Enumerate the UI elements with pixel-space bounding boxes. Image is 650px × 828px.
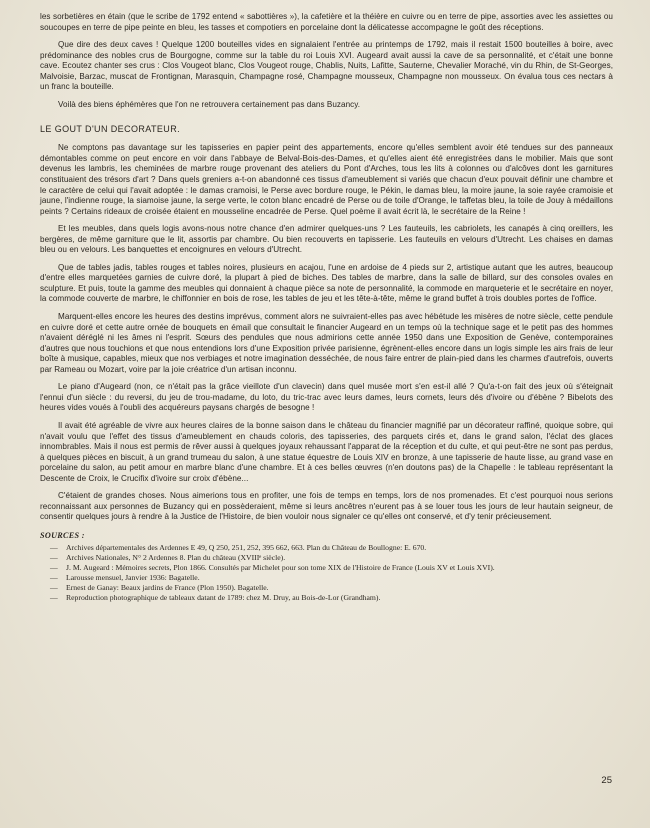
source-text: Larousse mensuel, Janvier 1936: Bagatelle. [66,572,200,582]
sources-title: SOURCES : [40,530,85,540]
paragraph-meubles: Et les meubles, dans quels logis avons-nous notre chance d'en admirer quelques-uns ? Les fauteuils, les cabriolets, les canapés à cinq oreillers, les bergères, de même garniture que le lit, assortis par chambre. Ou bien recouverts en tapisserie. Les fauteuils en velours d'Utrecht. Les chaises en damas bleu ou en velours. Les banquettes et encoignures en velours d'Utrecht. [40,224,613,255]
source-dash: — [50,542,58,552]
source-item [40,543,613,553]
source-text: Ernest de Ganay: Beaux jardins de France (Plon 1950). Bagatelle. [66,582,269,592]
paragraph-tapisseries: Ne comptons pas davantage sur les tapisseries en papier peint des appartements, encore qu'elles semblent avoir été tendues sur des panneaux démontables comme on peut encore en voir dans l'abbaye de Belval-Bois-des-Dames, et qu'elles aient été enregistrées dans le mobilier. Mais que sont devenus les lambris, les cheminées de marbre rouge provenant des ateliers du Pont d'Arches, tous les lits à colonnes ou d'alcôves dont les garnitures constituaient des trésors d'art ? Dans quels greniers a-t-on abandonné ces tissus d'ameublement si variés que chacun d'eux pouvait définir une chambre et le caractère de celui qui l'avait adoptée : le damas cramoisi, le Perse avec bordure rouge, le Pékin, le damas bleu, la moire jaune, la soie rayée cramoisie et jaune, l'indienne rouge, la siamoise jaune, la serge verte, le coton blanc encadré de Perse ou de toile d'Orange, le taffetas bleu, la toile de Jouy à médaillons peints ? Certains rideaux de croisée étaient en mousseline encadrée de Perse. Quel poème il avait écrit là, le secrétaire de la Reine ! [40,143,613,216]
paragraph-sorbetieres: les sorbetières en étain (que le scribe de 1792 entend « sabottières »), la cafetière et la théière en cuivre ou en terre de pipe, assorties avec les assiettes ou soucoupes en terre de pipe peinte en bleu, les tasses et compotiers en porcelaine dont la délicatesse accompagne le goût des réceptions. [40,12,613,32]
sources-list [40,543,613,603]
source-dash: — [50,552,58,562]
source-dash: — [50,562,58,572]
source-item [40,583,613,593]
source-dash: — [50,572,58,582]
source-item [40,553,613,563]
source-dash: — [50,582,58,592]
paragraph-piano: Le piano d'Augeard (non, ce n'était pas la grâce vieillote d'un clavecin) dans quel musée mort s'en est-il allé ? Qu'a-t-on fait des jeux où s'éteignait l'ennui d'un siècle : du reversi, du jeu de trou-madame, du loto, du tric-trac avec leurs dames, leurs cornets, leurs dés d'ivoire ou d'ébène ? Bibelots des heures vides voués à l'oubli des acquéreurs paysans chargés de besogne ! [40,382,613,413]
source-text: Archives départementales des Ardennes E 49, Q 250, 251, 252, 395 662, 663. Plan du Château de Boullogne: E. 670. [66,542,427,552]
paragraph-biens-ephemeres: Voilà des biens éphémères que l'on ne retrouvera certainement pas dans Buzancy. [58,99,361,109]
source-text: Reproduction photographique de tableaux datant de 1789: chez M. Druy, au Bois-de-Lor (Grandham). [66,592,381,602]
source-item [40,573,613,583]
source-text: Archives Nationales, N° 2 Ardennes 8. Plan du château (XVIIIᵉ siècle). [66,552,286,562]
section-heading: LE GOUT D'UN DECORATEUR. [40,124,180,135]
paragraph-grandes-choses: C'étaient de grandes choses. Nous aimerions tous en profiter, une fois de temps en temps, lors de nos promenades. Et c'est pourquoi nous serions reconnaissant aux personnes de Buzancy qui en possèderaient, même si leurs ancêtres n'eurent pas à se louer tous les jours de leur hautain seigneur, de consentir quelques jours à rendre à la Justice de l'Histoire, de bien vouloir nous signaler ce qu'elles ont conservé, et d'y tenir précieusement. [40,491,613,522]
source-dash: — [50,592,58,602]
page-number: 25 [601,775,612,786]
paragraph-tables: Que de tables jadis, tables rouges et tables noires, plusieurs en acajou, l'une en ardoise de 4 pieds sur 2, artistique autant que les autres, beaucoup d'entre elles marquetées garnies de cuivre doré, la plupart à pied de biches. Des tables de marbre, dans la salle de billard, sur des consoles ovales en sculpture. Et puis, toute la gamme des meubles qui donnaient à chaque pièce sa note de personnalité, la commode en marqueterie et le secrétaire en noyer, la commode couverte de marbre, le chiffonnier en bois de rose, les tables de jeu et les tête-à-tête, même le grand buffet à trois doubles portes de l'office. [40,262,613,304]
source-item [40,563,613,573]
paragraph-pendules: Marquent-elles encore les heures des destins imprévus, comment alors ne suivraient-elles pas avec hébétude les misères de notre siècle, cette pendule en cuivre doré et cette autre ornée de bouquets en émail que consultait le financier Augeard en un temps où la technique sage et le petit pas des hommes n'avaient déréglé ni les âmes ni l'esprit. Sœurs des pendules que nous admirions cette année 1950 dans une Exposition de Genève, contemporaines d'autres que nous touchions et que nous entendions lors d'une Exposition privée parisienne, égrènent-elles encore dans un logis simple les airs frais de leur boîte à musique, capables, mieux que nos verbiages et notre imagination desséchée, de nous faire entrer de plain-pied dans les charmes d'autrefois, ouverts par Rameau ou Mozart, voire par la joie créatrice d'un artisan inconnu. [40,312,613,374]
paragraph-decorateur: Il avait été agréable de vivre aux heures claires de la bonne saison dans le château du financier magnifié par un décorateur raffiné, quoique sobre, qui n'avait voulu que l'effet des tissus d'ameublement en chauds coloris, des tapisseries, des parquets cirés et, dans le grand salon, l'éclat des glaces innombrables. Mais il nous est permis de rêver aussi à quelques joyaux rehaussant l'apparat de la réception et du culte, et qui peut-être ne sont pas perdus, à quelques pièces en biscuit, à un grand trumeau du salon, à une statue équestre de Louis XIV en bronze, à une tapisserie de haute lisse, au grand vase en porcelaine du salon, au petit amour en marbre blanc d'une chambre. Et à ces belles œuvres (n'en doutons pas) de la Chapelle : le tableau représentant la Descente de Croix, le Crucifix d'ivoire sur croix d'ébène... [40,420,613,483]
sources-section [40,531,613,603]
paragraph-caves: Que dire des deux caves ! Quelque 1200 bouteilles vides en signalaient l'entrée au printemps de 1792, mais il restait 1500 bouteilles à boire, avec prédominance des nobles crus de Bourgogne, comme sur la table du roi Louis XVI. Augeard avait aussi la cave de sa personnalité, et c'était une bonne cave. Ecoutez chanter ses crus : Clos Vougeot blanc, Clos Vougeot rouge, Chablis, Nuits, Lafitte, Sauterne, Chevalier Moraché, vin du Rhin, de St-Georges, Malvoisie, Barzac, muscat de Frontignan, Marasquin, Champagne rosé, Champagne mousseux, Champagne non mousseux. On évalua tous ces nectars à un franc la bouteille. [40,40,613,92]
source-item [40,593,613,603]
source-text: J. M. Augeard : Mémoires secrets, Plon 1866. Consultés par Michelet pour son tome XIX de l'Histoire de France (Louis XV et Louis XVI). [66,562,495,572]
